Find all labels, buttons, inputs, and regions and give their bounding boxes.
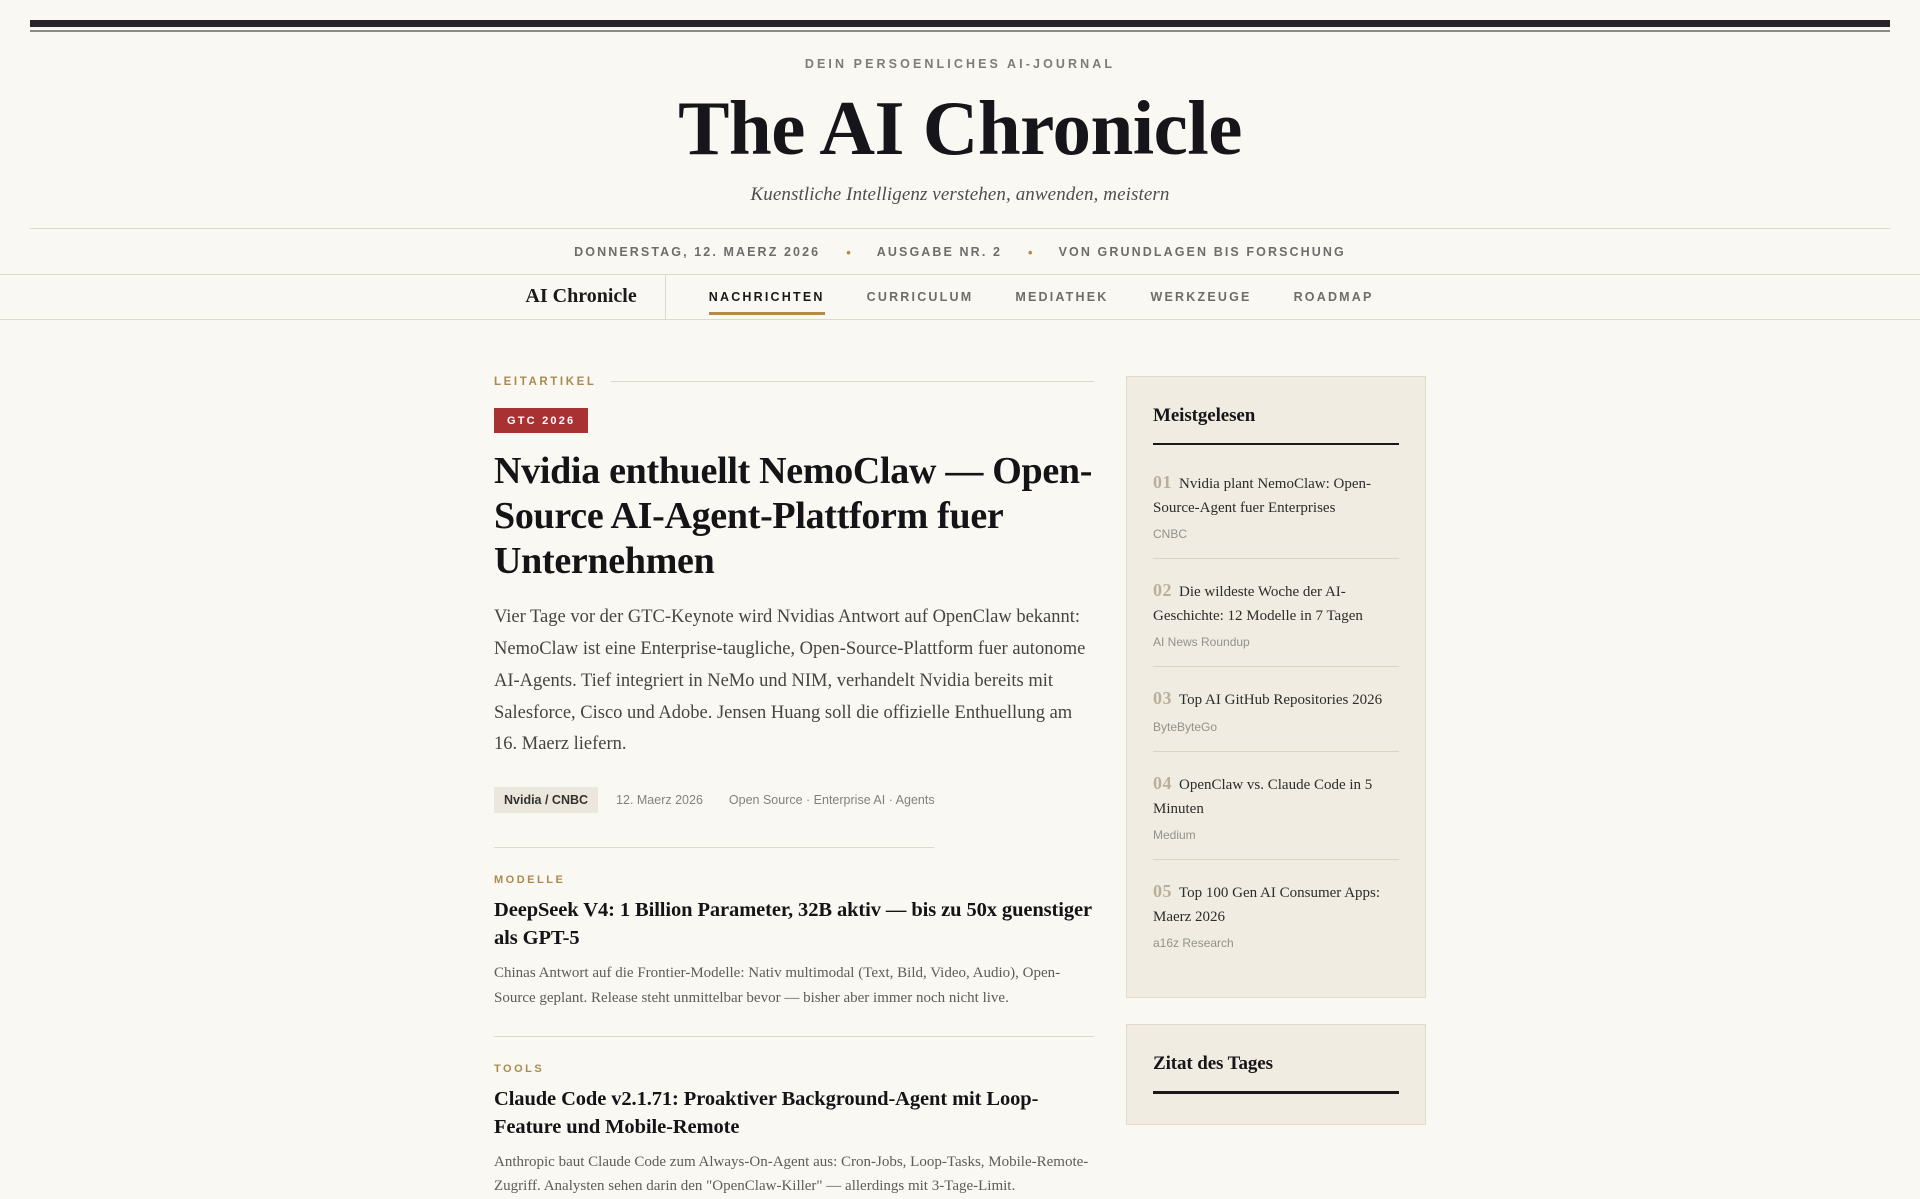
story-dek: Chinas Antwort auf die Frontier-Modelle: Nativ multimodal (Text, Bild, Video, Audio), Open-Source geplant. Release steht unmittelbar bevor — bisher aber immer noch nicht live. <box>494 965 1061 1006</box>
panel-title-zitat: Zitat des Tages <box>1153 1053 1273 1075</box>
dateline-separator-icon: • <box>846 244 851 260</box>
masthead-kicker: DEIN PERSOENLICHES AI-JOURNAL <box>804 57 1116 71</box>
rank-number: 05 <box>1153 881 1172 902</box>
rank-title[interactable]: Top 100 Gen AI Consumer Apps: Maerz 2026 <box>1153 885 1381 926</box>
list-item[interactable] <box>1153 666 1399 751</box>
lead-article-dek: Vier Tage vor der GTC-Keynote wird Nvidias Antwort auf OpenClaw bekannt: NemoClaw ist eine Enterprise-taugliche, Open-Source-Plattform fuer autonome AI-Agents. Tief integriert in NeMo und NIM, verhandelt Nvidia bereits mit Salesforce, Cisco und Adobe. Jensen Huang soll die offizielle Enthuellung am 16. Maerz liefern. <box>494 607 1086 755</box>
meta-source: Nvidia / CNBC <box>494 787 598 813</box>
panel-underline <box>1153 1091 1399 1094</box>
nav-items <box>666 275 1395 319</box>
masthead-top-rules <box>0 0 1920 32</box>
lead-article-title[interactable]: Nvidia enthuellt NemoClaw — Open-Source AI-Agent-Plattform fuer Unternehmen <box>494 449 1093 582</box>
nav-item-mediathek[interactable]: MEDIATHEK <box>1015 289 1109 304</box>
masthead-subtitle: Kuenstliche Intelligenz verstehen, anwenden, meistern <box>750 183 1170 205</box>
main-column <box>494 376 1094 1199</box>
panel-most-read <box>1126 376 1426 999</box>
rank-title[interactable]: Top AI GitHub Repositories 2026 <box>1179 692 1383 709</box>
status-badge: GTC 2026 <box>494 408 588 433</box>
rank-number: 03 <box>1153 688 1172 709</box>
nav-item-curriculum[interactable]: CURRICULUM <box>866 289 974 304</box>
story-title[interactable]: Claude Code v2.1.71: Proaktiver Background-Agent mit Loop-Feature und Mobile-Remote <box>494 1088 1039 1138</box>
section-label-leitartikel: LEITARTIKEL <box>494 375 597 388</box>
page-title: The AI Chronicle <box>678 85 1242 171</box>
nav-item-roadmap[interactable]: ROADMAP <box>1293 289 1374 304</box>
dateline-issue: AUSGABE NR. 2 <box>876 245 1003 260</box>
dateline-date: DONNERSTAG, 12. MAERZ 2026 <box>574 245 821 260</box>
dateline-tagline: VON GRUNDLAGEN BIS FORSCHUNG <box>1058 245 1346 260</box>
rank-line <box>1153 469 1399 520</box>
dateline <box>0 229 1920 274</box>
rank-source: a16z Research <box>1153 936 1234 951</box>
page-body <box>0 320 1920 1199</box>
list-item[interactable] <box>1153 859 1399 967</box>
rank-source: Medium <box>1153 828 1196 843</box>
rank-number: 01 <box>1153 472 1172 493</box>
lead-article-meta <box>494 787 1094 813</box>
panel-underline <box>1153 443 1399 446</box>
meta-date: 12. Maerz 2026 <box>616 793 703 808</box>
rule-thick <box>30 20 1890 27</box>
dateline-separator-icon: • <box>1028 244 1033 260</box>
rank-line <box>1153 770 1399 821</box>
rank-title[interactable]: Die wildeste Woche der AI-Geschichte: 12 Modelle in 7 Tagen <box>1153 584 1363 625</box>
rank-source: AI News Roundup <box>1153 635 1250 650</box>
list-item[interactable] <box>1153 469 1399 558</box>
nav-item-nachrichten[interactable]: NACHRICHTEN <box>688 275 846 319</box>
section-rule <box>611 381 1095 382</box>
sidebar <box>1126 376 1426 1199</box>
story-rule <box>494 1036 1094 1037</box>
section-label-row <box>494 376 1094 388</box>
rank-title[interactable]: Nvidia plant NemoClaw: Open-Source-Agent fuer Enterprises <box>1153 476 1372 516</box>
rank-source: CNBC <box>1153 527 1188 542</box>
most-read-list <box>1153 469 1399 967</box>
lead-article[interactable] <box>494 388 1094 849</box>
rank-title[interactable]: OpenClaw vs. Claude Code in 5 Minuten <box>1153 777 1373 818</box>
main-navigation <box>0 274 1920 320</box>
story-kicker: MODELLE <box>494 874 566 887</box>
meta-tags: Open Source · Enterprise AI · Agents <box>728 793 935 808</box>
panel-title-meistgelesen: Meistgelesen <box>1153 404 1256 426</box>
story-item-tools[interactable] <box>494 1010 1094 1199</box>
rank-line <box>1153 878 1399 929</box>
story-kicker: TOOLS <box>494 1063 545 1076</box>
story-title[interactable]: DeepSeek V4: 1 Billion Parameter, 32B aktiv — bis zu 50x guenstiger als GPT-5 <box>494 899 1092 949</box>
rank-source: ByteByteGo <box>1153 720 1218 735</box>
list-item[interactable] <box>1153 751 1399 859</box>
rank-number: 04 <box>1153 773 1172 794</box>
rank-number: 02 <box>1153 580 1172 601</box>
story-dek: Anthropic baut Claude Code zum Always-On-Agent aus: Cron-Jobs, Loop-Tasks, Mobile-Remote-Zugriff. Analysten sehen darin den "OpenClaw-Killer" — allerdings mit 3-Tage-Limit. <box>494 1154 1089 1195</box>
story-item-modelle[interactable] <box>494 848 1094 1010</box>
panel-quote-of-the-day <box>1126 1024 1426 1125</box>
nav-item-werkzeuge[interactable]: WERKZEUGE <box>1150 289 1252 304</box>
masthead <box>0 32 1920 206</box>
list-item[interactable] <box>1153 558 1399 666</box>
rank-line <box>1153 577 1399 628</box>
rank-line <box>1153 685 1399 713</box>
nav-brand[interactable]: AI Chronicle <box>525 275 665 319</box>
